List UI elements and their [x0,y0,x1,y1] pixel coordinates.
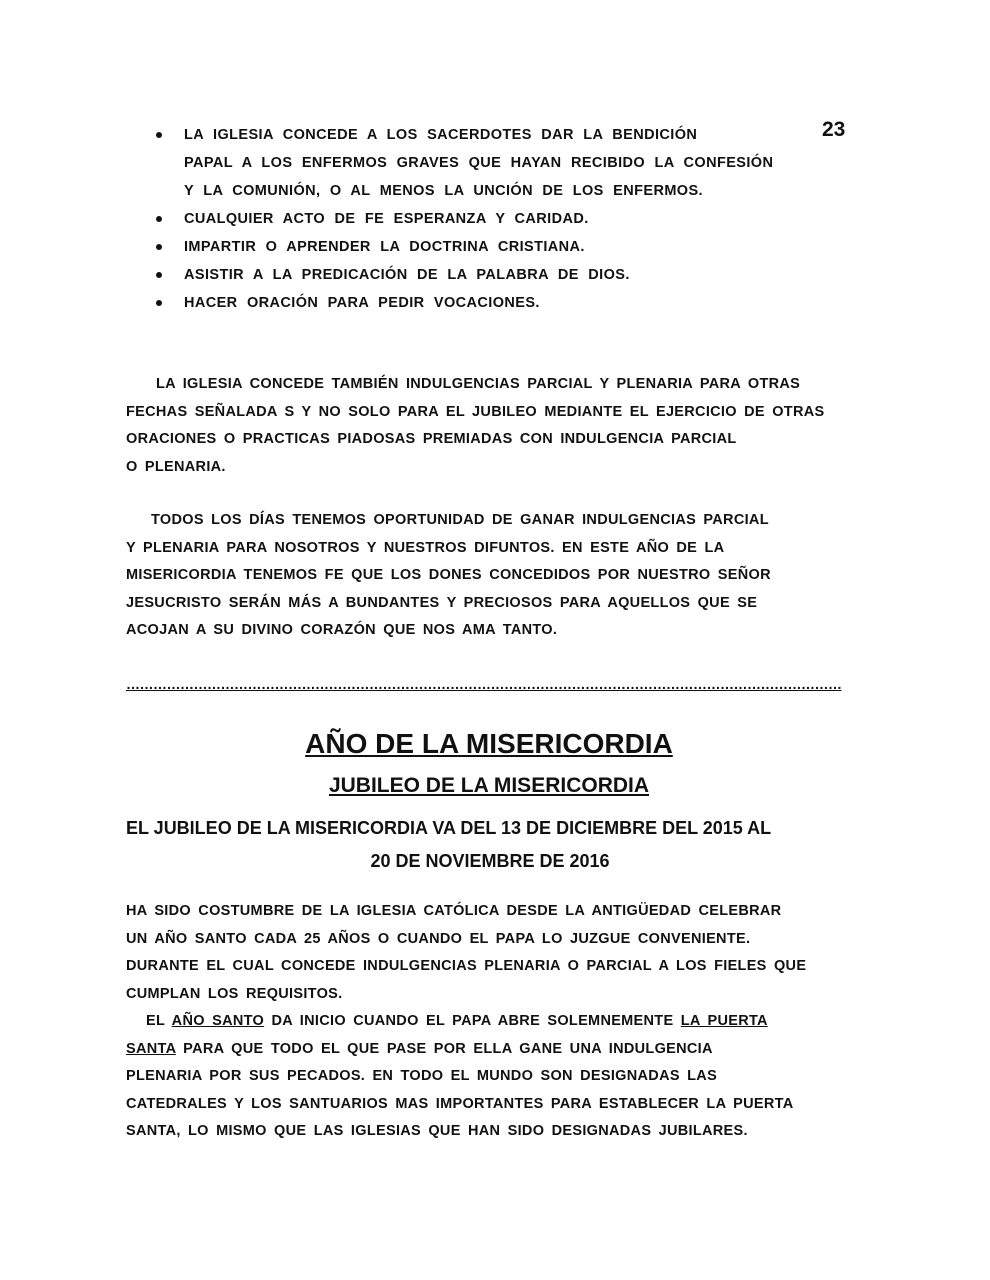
bullet-text: CUALQUIER ACTO DE FE ESPERANZA Y CARIDAD. [184,211,589,227]
paragraph-line: DURANTE EL CUAL CONCEDE INDULGENCIAS PLENARIA O PARCIAL A LOS FIELES QUE [126,958,807,974]
bullet-list [152,121,852,317]
underlined-term: AÑO SANTO [171,1013,265,1029]
bullet-text: Y LA COMUNIÓN, O AL MENOS LA UNCIÓN DE LOS ENFERMOS. [184,183,703,199]
section-title: AÑO DE LA MISERICORDIA [305,728,673,759]
bullet-text: LA IGLESIA CONCEDE A LOS SACERDOTES DAR LA BENDICIÓN [184,127,698,143]
paragraph-line: JESUCRISTO SERÁN MÁS A BUNDANTES Y PRECIOSOS PARA AQUELLOS QUE SE [126,594,758,611]
bullet-icon [156,216,162,222]
text-segment: PARA QUE TODO EL QUE PASE POR ELLA GANE UNA INDULGENCIA [175,1040,713,1057]
bullet-item [152,121,852,205]
bullet-text: IMPARTIR O APRENDER LA DOCTRINA CRISTIANA. [184,239,585,255]
paragraph-line: LA IGLESIA CONCEDE TAMBIÉN INDULGENCIAS PARCIAL Y PLENARIA PARA OTRAS [156,376,801,392]
text-segment: DA INICIO CUANDO EL PAPA ABRE SOLEMNEMENTE [264,1013,681,1029]
text-segment: EL [146,1013,172,1029]
paragraph-line: PLENARIA POR SUS PECADOS. EN TODO EL MUNDO SON DESIGNADAS LAS [126,1068,718,1084]
paragraph-line: CATEDRALES Y LOS SANTUARIOS MAS IMPORTANTES PARA ESTABLECER LA PUERTA [126,1095,794,1112]
bullet-item [152,233,852,261]
bullet-icon [156,244,162,250]
dates-line: 20 DE NOVIEMBRE DE 2016 [370,851,610,871]
bullet-text: HACER ORACIÓN PARA PEDIR VOCACIONES. [184,295,540,311]
paragraph-line: Y PLENARIA PARA NOSOTROS Y NUESTROS DIFUNTOS. EN ESTE AÑO DE LA [126,539,725,556]
jubilee-dates [126,812,826,878]
dates-line: EL JUBILEO DE LA MISERICORDIA VA DEL 13 DE DICIEMBRE DEL 2015 AL [126,818,772,838]
dotted-separator: …………………………………………………………………………………………………………………………………………… [126,676,842,692]
bullet-icon [156,272,162,278]
paragraph-line: HA SIDO COSTUMBRE DE LA IGLESIA CATÓLICA DESDE LA ANTIGÜEDAD CELEBRAR [126,903,782,919]
bullet-item [152,261,852,289]
paragraph-line: CUMPLAN LOS REQUISITOS. [126,985,343,1002]
paragraph-holy-year [126,898,852,1146]
bullet-item [152,205,852,233]
underlined-term: LA PUERTA [680,1013,768,1029]
paragraph-line: ORACIONES O PRACTICAS PIADOSAS PREMIADAS CON INDULGENCIA PARCIAL [126,431,737,447]
bullet-item [152,289,852,317]
bullet-text: ASISTIR A LA PREDICACIÓN DE LA PALABRA DE DIOS. [184,267,630,283]
page-number: 23 [822,118,846,141]
underlined-term: SANTA [126,1040,176,1057]
paragraph-daily [126,507,852,645]
bullet-icon [156,132,162,138]
paragraph-line: UN AÑO SANTO CADA 25 AÑOS O CUANDO EL PAPA LO JUZGUE CONVENIENTE. [126,930,751,947]
paragraph-line: O PLENARIA. [126,458,226,475]
paragraph-line: SANTA, LO MISMO QUE LAS IGLESIAS QUE HAN SIDO DESIGNADAS JUBILARES. [126,1123,748,1139]
paragraph-line [126,1036,852,1064]
bullet-text: PAPAL A LOS ENFERMOS GRAVES QUE HAYAN RECIBIDO LA CONFESIÓN [184,155,774,171]
paragraph-line: TODOS LOS DÍAS TENEMOS OPORTUNIDAD DE GANAR INDULGENCIAS PARCIAL [151,512,769,528]
bullet-icon [156,300,162,306]
paragraph-line: ACOJAN A SU DIVINO CORAZÓN QUE NOS AMA TANTO. [126,622,558,638]
section-subtitle: JUBILEO DE LA MISERICORDIA [328,774,650,797]
paragraph-line: MISERICORDIA TENEMOS FE QUE LOS DONES CONCEDIDOS POR NUESTRO SEÑOR [126,567,771,583]
paragraph-line [126,1008,852,1036]
paragraph-line: FECHAS SEÑALADA S Y NO SOLO PARA EL JUBILEO MEDIANTE EL EJERCICIO DE OTRAS [126,403,825,420]
paragraph-indulgences [126,371,852,481]
